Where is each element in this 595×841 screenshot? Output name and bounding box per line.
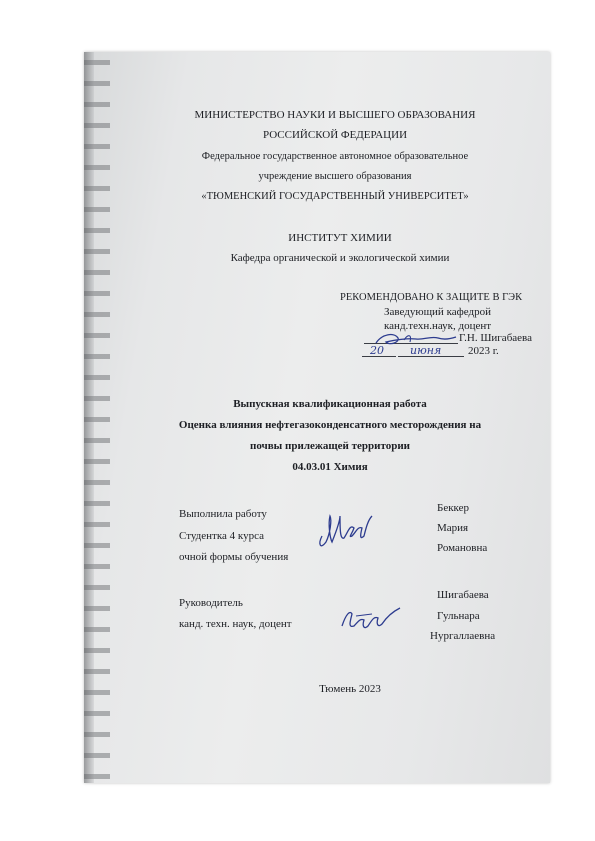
supervisor-name: Гульнара bbox=[437, 610, 480, 622]
student-name: Мария bbox=[437, 522, 469, 534]
date-month-handwritten: июня bbox=[410, 344, 442, 357]
student-patronymic: Романовна bbox=[437, 542, 488, 554]
supervisor-line-2: канд. техн. наук, доцент bbox=[179, 618, 292, 630]
approval-position: Заведующий кафедрой bbox=[384, 306, 491, 318]
thesis-title-line-1: Оценка влияния нефтегазоконденсатного месторождения на bbox=[178, 419, 482, 431]
student-line-1: Выполнила работу bbox=[179, 508, 267, 520]
thesis-title-line-2: почвы прилежащей территории bbox=[249, 440, 411, 452]
institution-line-2: учреждение высшего образования bbox=[258, 171, 412, 182]
footer-city-year: Тюмень 2023 bbox=[319, 683, 381, 695]
student-line-2: Студентка 4 курса bbox=[179, 530, 264, 542]
supervisor-surname: Шигабаева bbox=[437, 589, 489, 601]
student-line-3: очной формы обучения bbox=[179, 551, 289, 563]
supervisor-line-1: Руководитель bbox=[179, 597, 243, 609]
ministry-line-2: РОССИЙСКОЙ ФЕДЕРАЦИИ bbox=[262, 129, 408, 141]
student-surname: Беккер bbox=[437, 502, 469, 514]
thesis-specialty: 04.03.01 Химия bbox=[292, 461, 368, 473]
institution-line-1: Федеральное государственное автономное образовательное bbox=[201, 151, 469, 162]
student-signature bbox=[314, 506, 374, 552]
department-name: Кафедра органической и экологической химии bbox=[230, 252, 450, 264]
approval-degree: канд.техн.наук, доцент bbox=[384, 320, 492, 332]
thesis-type: Выпускная квалификационная работа bbox=[233, 398, 427, 410]
head-name: Г.Н. Шигабаева bbox=[459, 332, 532, 344]
binding-shadow bbox=[84, 52, 94, 783]
date-day-handwritten: 20 bbox=[370, 344, 384, 357]
supervisor-patronymic: Нургаллаевна bbox=[430, 630, 496, 642]
supervisor-signature bbox=[338, 604, 404, 634]
approval-title: РЕКОМЕНДОВАНО К ЗАЩИТЕ В ГЭК bbox=[340, 292, 523, 303]
approval-year: 2023 г. bbox=[468, 345, 499, 357]
ministry-line-1: МИНИСТЕРСТВО НАУКИ И ВЫСШЕГО ОБРАЗОВАНИЯ bbox=[194, 109, 476, 121]
institute-name: ИНСТИТУТ ХИМИИ bbox=[288, 232, 392, 244]
university-name: «ТЮМЕНСКИЙ ГОСУДАРСТВЕННЫЙ УНИВЕРСИТЕТ» bbox=[201, 191, 469, 202]
